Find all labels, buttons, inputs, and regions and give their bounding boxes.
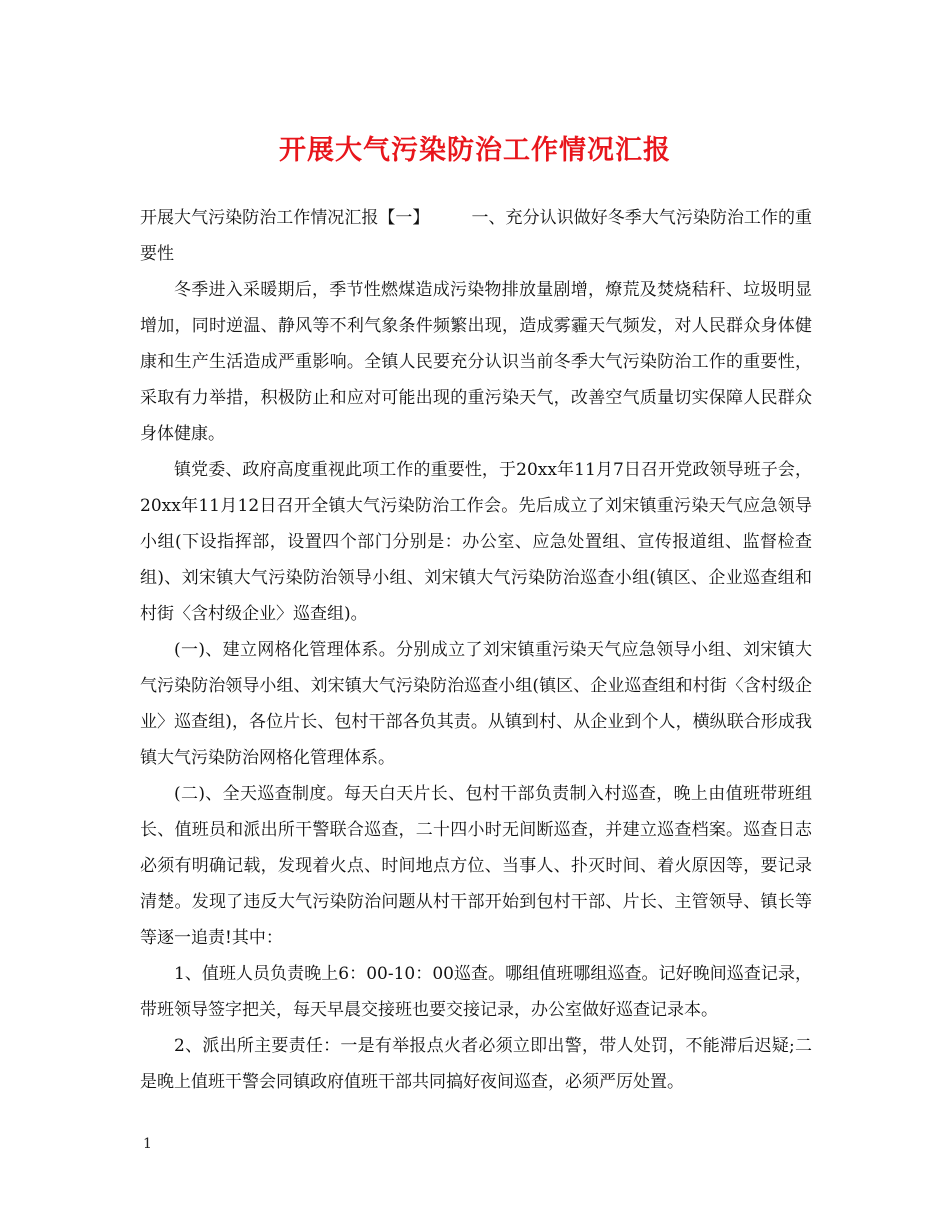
- document-title: 开展大气污染防治工作情况汇报: [279, 135, 671, 166]
- intro-line: [140, 200, 812, 272]
- paragraph: 1、值班人员负责晚上6：00-10：00巡查。哪组值班哪组巡查。记好晚间巡查记录，带班领导签字把关，每天早晨交接班也要交接记录，办公室做好巡查记录本。: [140, 964, 812, 1020]
- page-number: 1: [143, 1136, 152, 1152]
- paragraph: 冬季进入采暖期后，季节性燃煤造成污染物排放量剧增，燎荒及焚烧秸秆、垃圾明显增加，同时逆温、静风等不利气象条件频繁出现，造成雾霾天气频发，对人民群众身体健康和生产生活造成严重影响。全镇人民要充分认识当前冬季大气污染防治工作的重要性，采取有力举措，积极防止和应对可能出现的重污染天气，改善空气质量切实保障人民群众身体健康。: [140, 280, 812, 444]
- intro-heading: 开展大气污染防治工作情况汇报【一】: [140, 208, 430, 228]
- paragraph: (二)、全天巡查制度。每天白天片长、包村干部负责制入村巡查，晚上由值班带班组长、值班员和派出所干警联合巡查，二十四小时无间断巡查，并建立巡查档案。巡查日志必须有明确记载，发现着火点、时间地点方位、当事人、扑灭时间、着火原因等，要记录清楚。发现了违反大气污染防治问题从村干部开始到包村干部、片长、主管领导、镇长等等逐一追责!其中：: [140, 784, 812, 948]
- paragraph: 镇党委、政府高度重视此项工作的重要性，于20xx年11月7日召开党政领导班子会，20xx年11月12日召开全镇大气污染防治工作会。先后成立了刘宋镇重污染天气应急领导小组(下设指挥部，设置四个部门分别是：办公室、应急处置组、宣传报道组、监督检查组)、刘宋镇大气污染防治领导小组、刘宋镇大气污染防治巡查小组(镇区、企业巡查组和村街〈含村级企业〉巡查组)。: [140, 460, 812, 624]
- paragraph: (一)、建立网格化管理体系。分别成立了刘宋镇重污染天气应急领导小组、刘宋镇大气污染防治领导小组、刘宋镇大气污染防治巡查小组(镇区、企业巡查组和村街〈含村级企业〉巡查组)，各位片长、包村干部各负其责。从镇到村、从企业到个人，横纵联合形成我镇大气污染防治网格化管理体系。: [140, 640, 812, 768]
- section-heading: 一、充分认识做好冬季大气污染防治工作的重要性: [140, 208, 813, 264]
- document-body: [140, 200, 812, 1100]
- paragraph: 2、派出所主要责任：一是有举报点火者必须立即出警，带人处罚，不能滞后迟疑;二是晚上值班干警会同镇政府值班干部共同搞好夜间巡查，必须严厉处置。: [140, 1036, 812, 1092]
